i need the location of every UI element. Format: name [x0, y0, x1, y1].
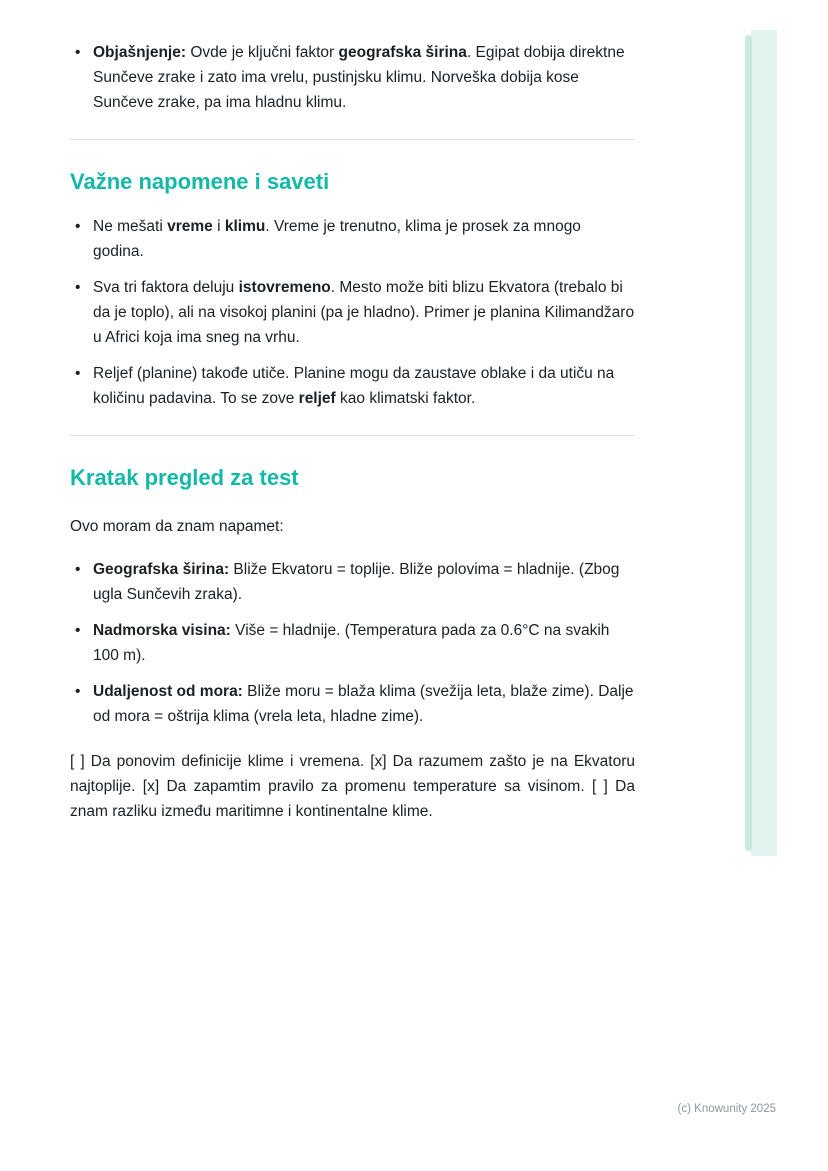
bullet-text-segment: geografska širina	[338, 44, 467, 61]
bullet-text-segment: Nadmorska visina:	[93, 622, 231, 639]
bullet-text-segment: vreme	[167, 218, 213, 235]
list-item	[75, 557, 635, 607]
bullet-text-segment: Udaljenost od mora:	[93, 683, 243, 700]
list-item	[75, 275, 635, 350]
intro-bullet-list	[70, 40, 635, 115]
bullet-icon: •	[75, 622, 81, 639]
bullet-text-segment: Geografska širina:	[93, 561, 230, 578]
section-divider	[70, 139, 635, 140]
section-intro-paragraph: Ovo moram da znam napamet:	[70, 518, 284, 535]
scrollbar-thumb[interactable]	[745, 35, 752, 851]
bullet-text-segment: Bliže moru = blaža klima (svežija leta, blaže zime). Dalje od mora = oštrija klima (vrela leta, hladne zime).	[93, 683, 634, 725]
bullet-text-segment: Ne mešati	[93, 218, 168, 235]
section-title: Važne napomene i saveti	[70, 169, 330, 194]
bullet-text-segment: kao klimatski faktor.	[335, 390, 476, 407]
bullet-icon: •	[75, 365, 81, 382]
bullet-icon: •	[75, 561, 81, 578]
bullet-text-segment: istovremeno	[238, 279, 331, 296]
footer-copyright: (c) Knowunity 2025	[677, 1103, 776, 1115]
list-item	[75, 618, 635, 668]
section-title: Kratak pregled za test	[70, 465, 299, 490]
scrollbar-track[interactable]	[751, 30, 777, 856]
list-item	[75, 679, 635, 729]
document-content	[70, 0, 635, 824]
bullet-text-segment: i	[212, 218, 225, 235]
bullet-text-segment: Reljef (planine) takođe utiče. Planine mogu da zaustave oblake i da utiču na količinu padavina. To se zove	[93, 365, 615, 407]
bullet-icon: •	[75, 44, 81, 61]
bullet-text-segment: Objašnjenje:	[93, 44, 187, 61]
bullet-icon: •	[75, 683, 81, 700]
list-item	[75, 361, 635, 411]
list-item	[75, 40, 635, 115]
bullet-text-segment: klimu	[224, 218, 266, 235]
bullet-icon: •	[75, 279, 81, 296]
section-bullet-list	[70, 557, 635, 729]
section-divider	[70, 435, 635, 436]
bullet-text-segment: Više = hladnije. (Temperatura pada za 0.6°C na svakih 100 m).	[93, 622, 610, 664]
bullet-text-segment: . Egipat dobija direktne Sunčeve zrake i zato ima vrelu, pustinjsku klimu. Norveška dobija kose Sunčeve zrake, pa ima hladnu klimu.	[93, 44, 625, 111]
bullet-text-segment: Bliže Ekvatoru = toplije. Bliže polovima = hladnije. (Zbog ugla Sunčevih zraka).	[93, 561, 620, 603]
bullet-text-segment: Sva tri faktora deluju	[93, 279, 239, 296]
bullet-text-segment: . Mesto može biti blizu Ekvatora (trebalo bi da je toplo), ali na visokoj planini (pa je hladno). Primer je planina Kilimandžaro u Africi koja ima sneg na vrhu.	[93, 279, 635, 346]
checklist-paragraph: [ ] Da ponovim definicije klime i vremena. [x] Da razumem zašto je na Ekvatoru najtoplije. [x] Da zapamtim pravilo za promenu temperature sa visinom. [ ] Da znam razliku između maritimne i kontinentalne klime.	[70, 753, 635, 820]
bullet-text-segment: Ovde je ključni faktor	[186, 44, 339, 61]
bullet-icon: •	[75, 218, 81, 235]
bullet-text-segment: reljef	[298, 390, 336, 407]
list-item	[75, 214, 635, 264]
section-bullet-list	[70, 214, 635, 411]
bullet-text-segment: . Vreme je trenutno, klima je prosek za mnogo godina.	[93, 218, 581, 260]
